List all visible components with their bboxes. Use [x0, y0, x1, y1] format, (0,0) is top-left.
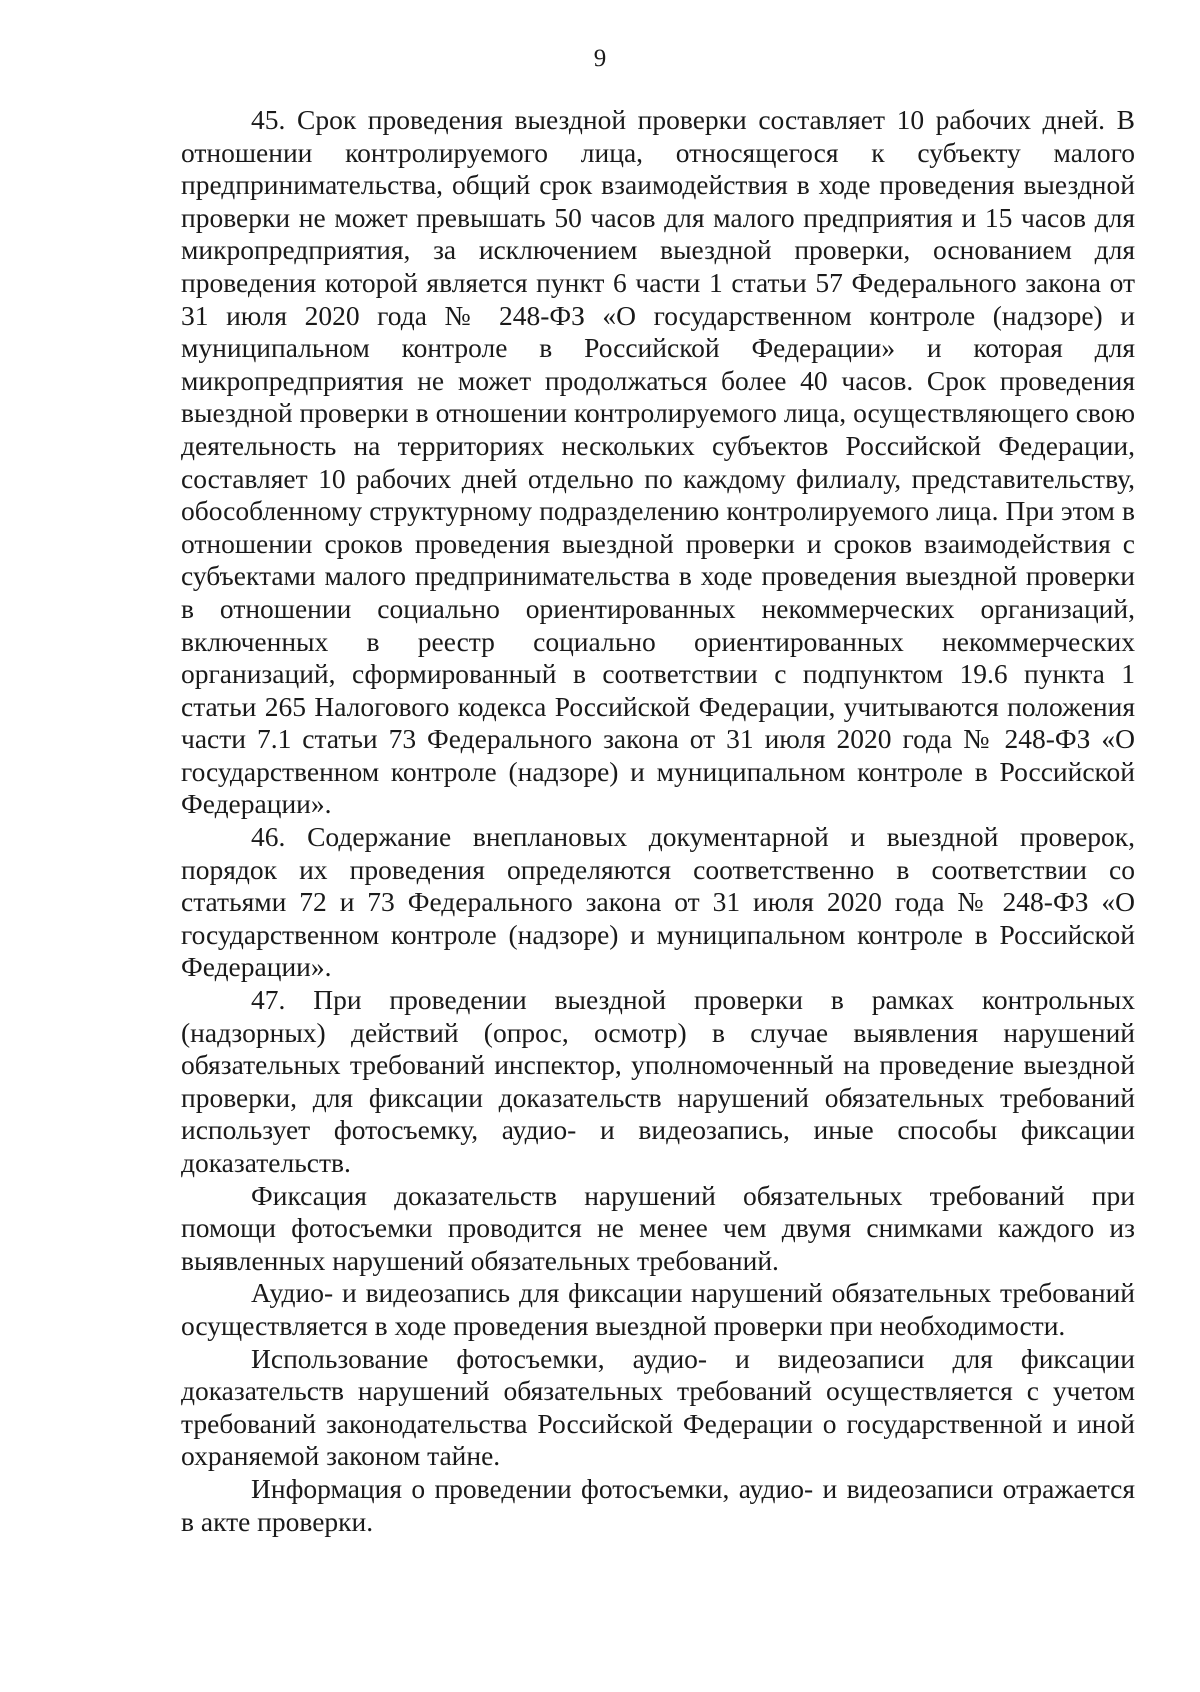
paragraph-inspection-act: Информация о проведении фотосъемки, аудио- и видеозаписи отражается в акте проверки. [181, 1472, 1135, 1537]
document-body [181, 104, 1135, 1538]
paragraph-photo-fixation: Фиксация доказательств нарушений обязательных требований при помощи фотосъемки проводится не менее чем двумя снимками каждого из выявленных нарушений обязательных требований. [181, 1179, 1135, 1276]
paragraph-45: 45. Срок проведения выездной проверки составляет 10 рабочих дней. В отношении контролируемого лица, относящегося к субъекту малого предпринимательства, общий срок взаимодействия в ходе проведения выездной проверки не может превышать 50 часов для малого предприятия и 15 часов для микропредприятия, за исключением выездной проверки, основанием для проведения которой является пункт 6 части 1 статьи 57 Федерального закона от 31 июля 2020 года № 248-ФЗ «О государственном контроле (надзоре) и муниципальном контроле в Российской Федерации» и которая для микропредприятия не может продолжаться более 40 часов. Срок проведения выездной проверки в отношении контролируемого лица, осуществляющего свою деятельность на территориях нескольких субъектов Российской Федерации, составляет 10 рабочих дней отдельно по каждому филиалу, представительству, обособленному структурному подразделению контролируемого лица. При этом в отношении сроков проведения выездной проверки и сроков взаимодействия с субъектами малого предпринимательства в ходе проведения выездной проверки в отношении социально ориентированных некоммерческих организаций, включенных в реестр социально ориентированных некоммерческих организаций, сформированный в соответствии с подпунктом 19.6 пункта 1 статьи 265 Налогового кодекса Российской Федерации, учитываются положения части 7.1 статьи 73 Федерального закона от 31 июля 2020 года № 248-ФЗ «О государственном контроле (надзоре) и муниципальном контроле в Российской Федерации». [181, 104, 1135, 820]
paragraph-46: 46. Содержание внеплановых документарной и выездной проверок, порядок их проведения определяются соответственно в соответствии со статьями 72 и 73 Федерального закона от 31 июля 2020 года № 248-ФЗ «О государственном контроле (надзоре) и муниципальном контроле в Российской Федерации». [181, 821, 1135, 983]
paragraph-47: 47. При проведении выездной проверки в рамках контрольных (надзорных) действий (опрос, осмотр) в случае выявления нарушений обязательных требований инспектор, уполномоченный на проведение выездной проверки, для фиксации доказательств нарушений обязательных требований использует фотосъемку, аудио- и видеозапись, иные способы фиксации доказательств. [181, 984, 1135, 1178]
paragraph-audio-video: Аудио- и видеозапись для фиксации нарушений обязательных требований осуществляется в ходе проведения выездной проверки при необходимости. [181, 1277, 1135, 1341]
page-number: 9 [593, 45, 607, 72]
paragraph-legislation: Использование фотосъемки, аудио- и видеозаписи для фиксации доказательств нарушений обязательных требований осуществляется с учетом требований законодательства Российской Федерации о государственной и иной охраняемой законом тайне. [181, 1342, 1135, 1472]
